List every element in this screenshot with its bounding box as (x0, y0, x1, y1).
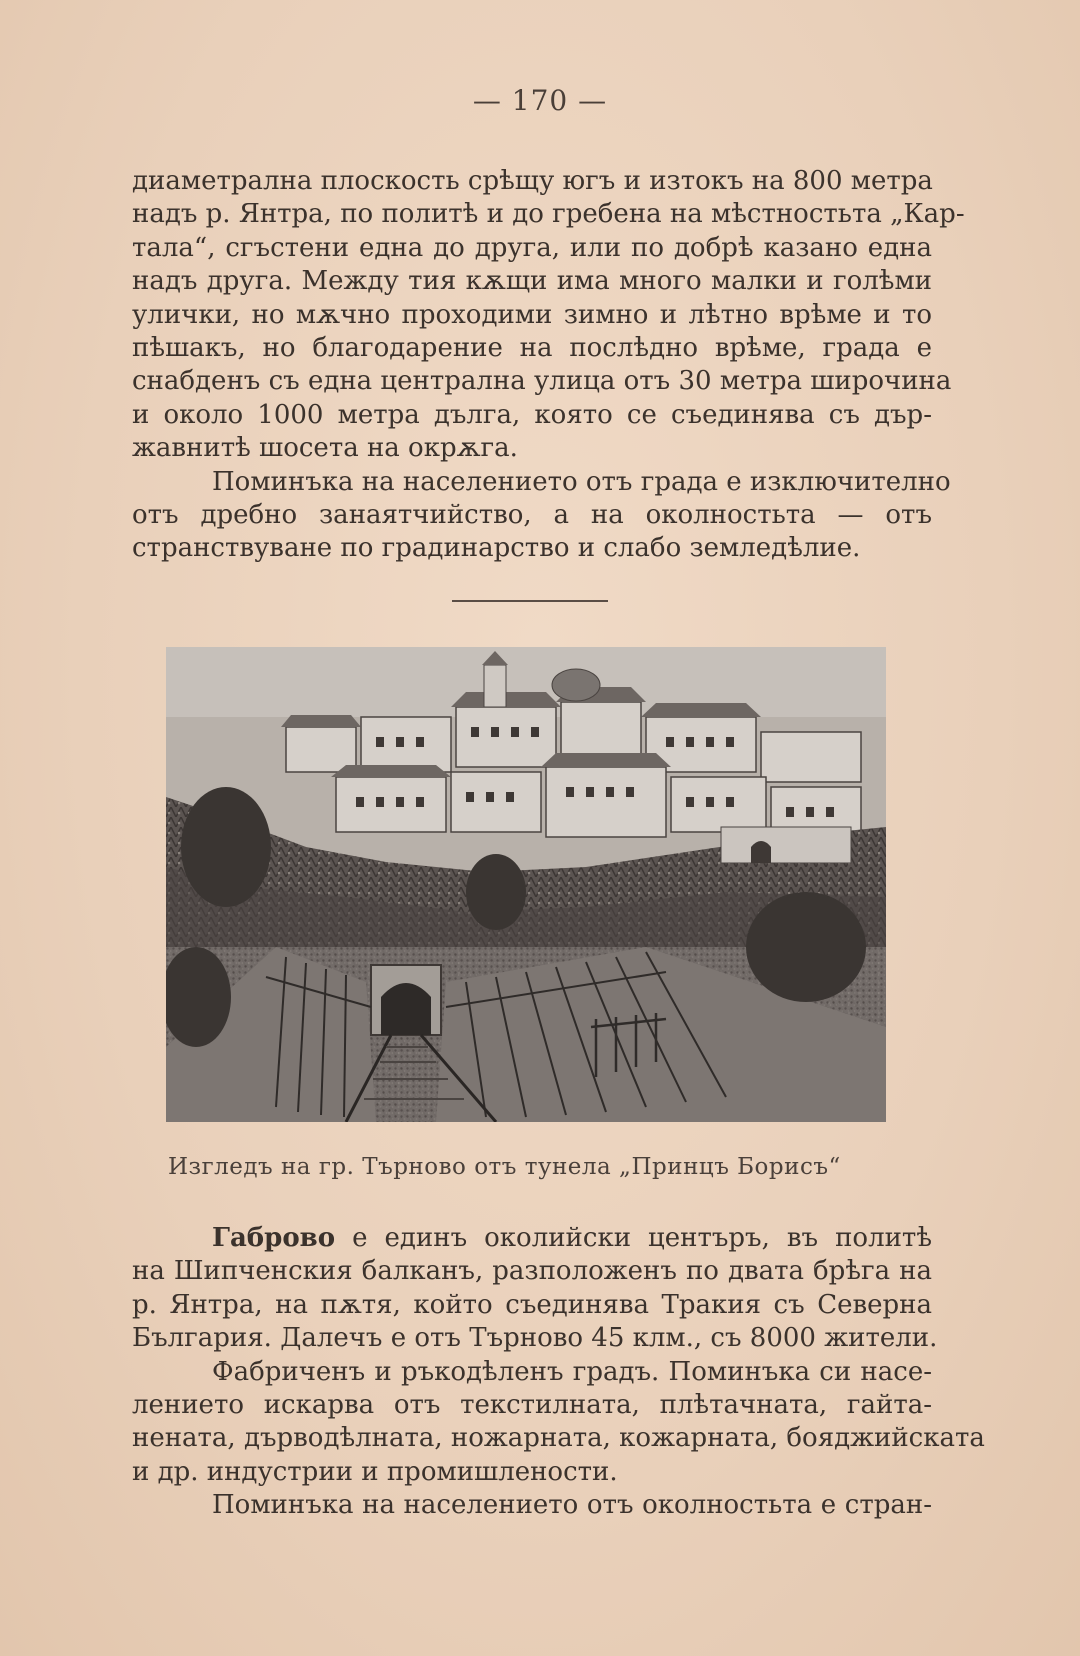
text-line: на Шипченския балканъ, разположенъ по двата брѣга на (132, 1256, 932, 1287)
text-line: нената, дърводѣлната, ножарната, кожарната, бояджийската (132, 1423, 985, 1454)
photo-caption: Изгледъ на гр. Търново отъ тунела „Принцъ Борисъ“ (168, 1154, 841, 1180)
text-line: Поминъка на населението отъ околностьта е стран- (212, 1490, 932, 1521)
page-number: — 170 — (472, 84, 608, 117)
paragraph-3 (132, 1222, 938, 1356)
town-name-gabrovo: Габрово (212, 1223, 336, 1253)
paragraph-5 (132, 1489, 932, 1522)
text-line: Фабриченъ и ръкодѣленъ градъ. Поминъка си насе- (212, 1356, 932, 1387)
paragraph-1 (132, 165, 965, 466)
paragraph-2 (132, 466, 951, 566)
text-line: диаметрална плоскость срѣщу югъ и изтокъ на 800 метра (132, 166, 933, 196)
text-line: пѣшакъ, но благодарение на послѣдно врѣме, града е (132, 333, 932, 364)
section-divider (452, 600, 608, 602)
top-text-block (132, 165, 965, 566)
text-line: жавнитѣ шосета на окрѫга. (132, 433, 518, 464)
text-line: р. Янтра, на пѫтя, който съединява Тракия съ Северна (132, 1289, 932, 1320)
text-line: лението искарва отъ текстилната, плѣтачната, гайта- (132, 1390, 932, 1421)
text-fragment: е единъ околийски центъръ, въ политѣ (335, 1223, 932, 1253)
text-line: и др. индустрии и промишлености. (132, 1456, 618, 1487)
bottom-text-block (132, 1222, 985, 1523)
text-line: България. Далечъ е отъ Търново 45 клм., съ 8000 жители. (132, 1323, 938, 1354)
text-line: снабденъ съ една централна улица отъ 30 метра широчина (132, 366, 952, 397)
text-line: отъ дребно занаятчийство, а на околностьта — отъ (132, 500, 932, 531)
text-line: странствуване по градинарство и слабо земледѣлие. (132, 533, 861, 564)
text-line: тала“, сгъстени една до друга, или по добрѣ казано една (132, 232, 932, 263)
text-line-with-lead (132, 1222, 932, 1255)
text-line: и около 1000 метра дълга, която се съединява съ дър- (132, 399, 932, 430)
paragraph-4 (132, 1356, 985, 1490)
text-line: Поминъка на населението отъ града е изключително (212, 466, 951, 497)
tarnovo-illustration (166, 647, 886, 1122)
text-line: улички, но мѫчно проходими зимно и лѣтно врѣме и то (132, 299, 932, 330)
photo-tarnovo (166, 647, 886, 1122)
text-line: надъ р. Янтра, по политѣ и до гребена на мѣстностьта „Кар- (132, 199, 965, 230)
text-line: надъ друга. Между тия кѫщи има много малки и голѣми (132, 266, 932, 297)
